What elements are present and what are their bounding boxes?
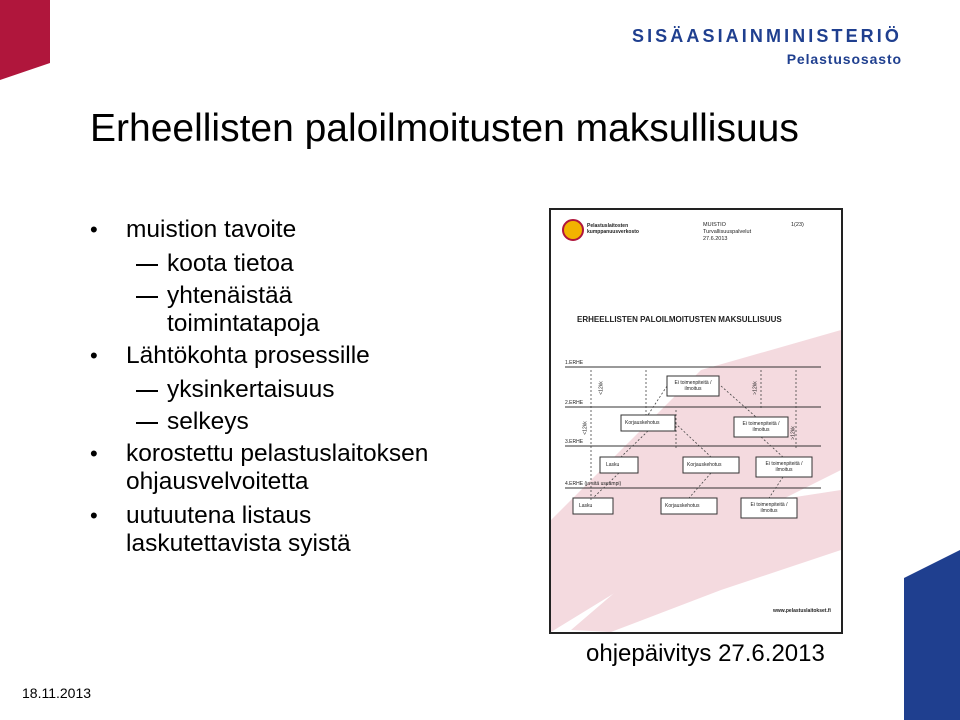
bullet-item: • Lähtökohta prosessille — [90, 342, 510, 370]
doc-website: www.pelastuslaitokset.fi — [773, 608, 831, 614]
sub-bullet-item: selkeys — [90, 408, 510, 436]
bullet-item: • uutuutena listaus laskutettavista syistä — [90, 502, 416, 558]
doc-box-label: Ei toimenpiteitä / ilmoitus — [750, 502, 788, 514]
doc-box-label: Lasku — [606, 462, 620, 468]
doc-row-label: 2.ERHE — [565, 400, 584, 406]
ministry-logo — [622, 26, 902, 67]
memo-document-preview — [549, 208, 843, 634]
emblem-icon — [563, 220, 583, 240]
ministry-name: SISÄASIAINMINISTERIÖ — [631, 26, 902, 46]
doc-box-label: Ei toimenpiteitä / ilmoitus — [765, 461, 803, 473]
doc-arrow-label: >12kk — [752, 381, 759, 395]
doc-box-label: Ei toimenpiteitä / ilmoitus — [742, 421, 780, 433]
doc-org-line: kumppanuusverkosto — [587, 229, 639, 235]
memo-flowchart — [551, 210, 841, 632]
bullet-list — [90, 216, 510, 564]
bullet-item: • korostettu pelastuslaitoksen ohjausvelvoitetta — [90, 440, 466, 496]
doc-memo-sub: Turvallisuuspalvelut — [703, 229, 752, 235]
doc-heading: ERHEELLISTEN PALOILMOITUSTEN MAKSULLISUUS — [577, 315, 782, 324]
doc-row-label: 1.ERHE — [565, 360, 584, 366]
doc-memo-date: 27.6.2013 — [703, 236, 728, 242]
corner-decoration-red — [0, 0, 50, 80]
corner-decoration-blue — [904, 550, 960, 720]
doc-memo-label: MUISTIO — [703, 222, 726, 228]
sub-bullet-item: yksinkertaisuus — [90, 376, 510, 404]
doc-memo-block — [703, 222, 751, 243]
sub-bullet-item: koota tietoa — [90, 250, 510, 278]
doc-row-label: 4.ERHE (ja sitä useampi) — [565, 481, 622, 487]
doc-org-line: Pelastuslaitosten — [587, 223, 629, 229]
doc-row-label: 3.ERHE — [565, 439, 584, 445]
doc-org-name — [587, 223, 639, 235]
doc-arrow-label: <12kk — [582, 421, 589, 435]
footer-date: 18.11.2013 — [22, 685, 92, 701]
doc-box-label: Korjauskehotus — [665, 503, 700, 509]
slide-title: Erheellisten paloilmoitusten maksullisuus — [90, 107, 799, 150]
department-name: Pelastusosasto — [786, 51, 902, 67]
doc-box-label: Korjauskehotus — [687, 462, 722, 468]
doc-arrow-label: >12kk — [790, 426, 797, 440]
bullet-item: • muistion tavoite — [90, 216, 510, 244]
doc-box-label: Korjauskehotus — [625, 420, 660, 426]
doc-box-label: Ei toimenpiteitä / ilmoitus — [674, 380, 712, 392]
update-caption: ohjepäivitys 27.6.2013 — [586, 640, 825, 667]
doc-box-label: Lasku — [579, 503, 593, 509]
doc-arrow-label: <12kk — [598, 381, 605, 395]
sub-bullet-item: yhtenäistää toimintatapoja — [90, 282, 387, 338]
doc-page-number: 1(23) — [791, 222, 804, 228]
